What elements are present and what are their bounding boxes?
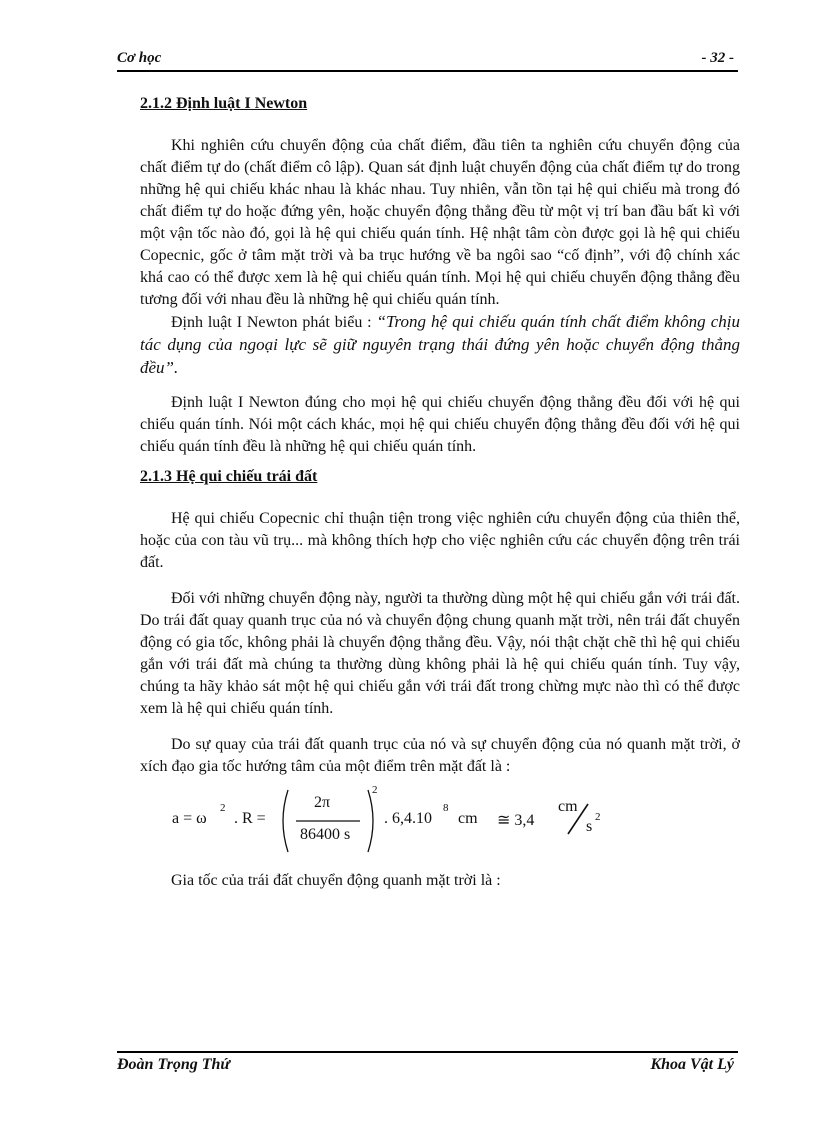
section-heading-newton-first-law: 2.1.2 Định luật I Newton (140, 95, 308, 112)
formula-denominator: 86400 s (300, 826, 351, 843)
footer-department: Khoa Vật Lý (650, 1056, 734, 1073)
footer-author: Đoàn Trọng Thứ (117, 1056, 231, 1073)
law-statement-lead: Định luật I Newton phát biểu : (171, 314, 377, 331)
formula-lhs: a = ω (172, 810, 207, 827)
page-footer (117, 1051, 738, 1073)
centripetal-acceleration-formula (140, 786, 740, 856)
formula-dot-r: . R = (234, 810, 266, 827)
paragraph-centripetal-acceleration: Do sự quay của trái đất quanh trục của nó và sự chuyển động của nó quanh mặt trời, ở xích đạo gia tốc hướng tâm của một điểm trên mặt đất là : (140, 736, 740, 775)
formula-lhs-exponent: 2 (220, 802, 226, 814)
paragraph-free-particle: Khi nghiên cứu chuyển động của chất điểm, đầu tiên ta nghiên cứu chuyển động của chất điểm tự do (chất điểm cô lập). Quan sát định luật chuyển động của chất điểm tự do trong những hệ qui chiếu khác nhau là khác nhau. Tuy nhiên, vẫn tồn tại hệ qui chiếu mà trong đó chất điểm tự do hoặc đứng yên, hoặc chuyển động thẳng đều từ một vị trí ban đầu bất kì với một vận tốc nào đó, gọi là hệ qui chiếu quán tính. Hệ nhật tâm còn được gọi là hệ qui chiếu Copecnic, gốc ở tâm mặt trời và ba trục hướng về ba ngôi sao “cố định”, với độ chính xác khá cao có thể được xem là hệ qui chiếu quán tính. Mọi hệ qui chiếu chuyển động thẳng đều tương đối với nhau đều là những hệ qui chiếu quán tính. (140, 137, 740, 308)
page-header (117, 48, 738, 72)
formula-radius-exponent: 8 (443, 802, 449, 814)
formula-unit-denominator: s (586, 818, 593, 835)
header-course-title: Cơ học (117, 50, 162, 66)
paragraph-earth-frame: Đối với những chuyển động này, người ta thường dùng một hệ qui chiếu gắn với trái đất. Do trái đất quay quanh trục của nó và chuyển động chung quanh mặt trời, nên trái đất chuyển động có gia tốc, không phải là chuyển động thẳng đều. Vậy, nói thật chặt chẽ thì hệ qui chiếu gắn với trái đất mà chúng ta thường dùng không phải là hệ qui chiếu quán tính. Tuy vậy, chúng ta hãy khảo sát một hệ qui chiếu gắn với trái đất trong chừng mực nào thì có thể được xem là hệ qui chiếu quán tính. (140, 590, 740, 717)
page-content (140, 95, 740, 892)
header-page-number: - 32 - (701, 50, 734, 66)
formula-earth-radius: . 6,4.10 (384, 810, 432, 827)
formula-unit-slash (560, 800, 600, 840)
formula-radius-unit: cm (458, 810, 478, 827)
paragraph-orbital-acceleration: Gia tốc của trái đất chuyển động quanh mặt trời là : (171, 872, 501, 889)
paragraph-copernicus-frame: Hệ qui chiếu Copecnic chỉ thuận tiện trong việc nghiên cứu chuyển động của thiên thể, hoặc của con tàu vũ trụ... mà không thích hợp cho việc nghiên cứu các chuyển động trên trái đất. (140, 510, 740, 571)
law-statement-quote: “Trong hệ qui chiếu quán tính chất điểm không chịu tác dụng của ngoại lực sẽ giữ nguyên trạng thái đứng yên hoặc chuyển động thẳng đều”. (140, 312, 741, 377)
section-heading-earth-frame: 2.1.3 Hệ qui chiếu trái đất (140, 468, 318, 485)
paragraph-law-statement (140, 311, 740, 380)
formula-approx-value: ≅ 3,4 (497, 812, 535, 829)
formula-unit-exponent: 2 (595, 811, 601, 823)
paragraph-law-validity: Định luật I Newton đúng cho mọi hệ qui chiếu chuyển động thẳng đều đối với hệ qui chiếu quán tính. Nói một cách khác, mọi hệ qui chiếu chuyển động thẳng đều đối với hệ qui chiếu quán tính đều là những hệ qui chiếu quán tính. (140, 394, 740, 455)
formula-outer-exponent: 2 (372, 784, 378, 796)
formula-numerator: 2π (314, 794, 331, 811)
formula-unit-numerator: cm (558, 798, 578, 815)
